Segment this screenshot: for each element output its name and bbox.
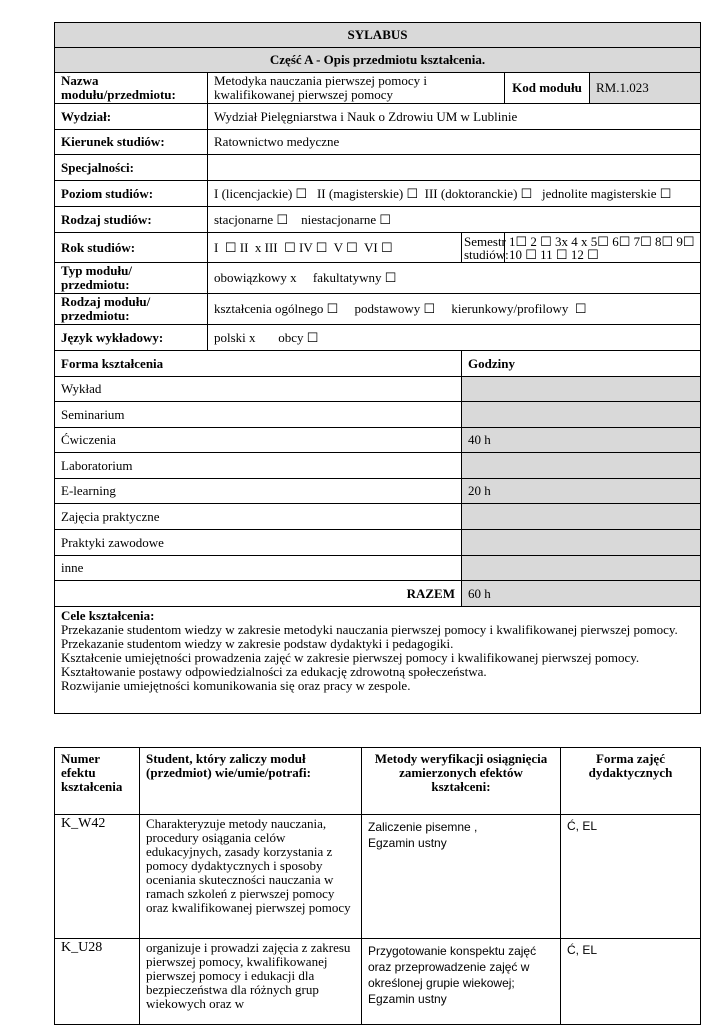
outcomes-header-desc: Student, który zaliczy moduł (przedmiot) wie/umie/potrafi: xyxy=(140,748,362,815)
module-type-label: Typ modułu/ przedmiotu: xyxy=(55,263,208,294)
form-row-hours xyxy=(462,453,701,479)
language-label: Język wykładowy: xyxy=(55,325,208,351)
outcome-form: Ć, EL xyxy=(561,815,701,939)
year-label: Rok studiów: xyxy=(55,233,208,263)
goal-item: Przekazanie studentom wiedzy w zakresie metodyki nauczania pierwszej pomocy i kwalifikowanej pierwszej pomocy. xyxy=(61,622,678,637)
specialization-label: Specjalności: xyxy=(55,155,208,181)
method-item: Zaliczenie pisemne , xyxy=(368,820,478,834)
forms-header-form: Forma kształcenia xyxy=(55,351,462,377)
goal-item: Kształcenie umiejętności prowadzenia zajęć w zakresie pierwszej pomocy i kwalifikowanej pierwszej pomocy. xyxy=(61,650,640,665)
form-row-hours xyxy=(462,530,701,556)
study-type-label: Rodzaj studiów: xyxy=(55,207,208,233)
semester-label: Semestr studiów: xyxy=(462,233,505,263)
form-row-name: inne xyxy=(55,556,462,581)
field-label: Kierunek studiów: xyxy=(55,130,208,155)
table-row xyxy=(55,939,701,1025)
study-type-value: stacjonarne ☐ niestacjonarne ☐ xyxy=(208,207,701,233)
outcome-id: K_U28 xyxy=(55,939,140,1025)
form-row-name: Laboratorium xyxy=(55,453,462,479)
goal-item: Przekazanie studentom wiedzy w zakresie podstaw dydaktyki i pedagogiki. xyxy=(61,636,454,651)
module-type-value: obowiązkowy x fakultatywny ☐ xyxy=(208,263,701,294)
year-value: I ☐ II x III ☐ IV ☐ V ☐ VI ☐ xyxy=(208,233,462,263)
total-value: 60 h xyxy=(462,581,701,607)
outcome-methods xyxy=(362,939,561,1025)
forms-header-hours: Godziny xyxy=(462,351,701,377)
form-row-name: Seminarium xyxy=(55,402,462,428)
faculty-label: Wydział: xyxy=(55,104,208,130)
form-row-name: Zajęcia praktyczne xyxy=(55,504,462,530)
syllabus-table xyxy=(54,22,701,714)
form-row-name: Praktyki zawodowe xyxy=(55,530,462,556)
form-row-hours xyxy=(462,377,701,402)
form-row-hours: 40 h xyxy=(462,428,701,453)
form-row-name: Ćwiczenia xyxy=(55,428,462,453)
level-label: Poziom studiów: xyxy=(55,181,208,207)
module-code-value: RM.1.023 xyxy=(590,73,701,104)
table-row xyxy=(55,815,701,939)
syllabus-title: SYLABUS xyxy=(55,23,701,48)
goals-title: Cele kształcenia: xyxy=(61,608,155,623)
method-item: Przygotowanie konspektu zajęć oraz przeprowadzenie zajęć w określonej grupie wiekowej; xyxy=(368,944,537,990)
outcome-desc: Charakteryzuje metody nauczania, procedury osiągania celów edukacyjnych, zasady korzystania z pomocy dydaktycznych i sposoby oceniania skuteczności nauczania w ramach szkoleń z pierwszej pomocy oraz kwalifikowanej pierwszej pomocy xyxy=(140,815,362,939)
module-name-label: Nazwa modułu/przedmiotu: xyxy=(55,73,208,104)
specialization-value xyxy=(208,155,701,181)
outcomes-header-id: Numer efektu kształcenia xyxy=(55,748,140,815)
form-row-hours: 20 h xyxy=(462,479,701,504)
goal-item: Rozwijanie umiejętności komunikowania się oraz pracy w zespole. xyxy=(61,678,411,693)
goal-item: Kształtowanie postawy odpowiedzialności za edukację zdrowotną społeczeństwa. xyxy=(61,664,487,679)
form-row-hours xyxy=(462,402,701,428)
faculty-value: Wydział Pielęgniarstwa i Nauk o Zdrowiu UM w Lublinie xyxy=(208,104,701,130)
outcome-form: Ć, EL xyxy=(561,939,701,1025)
method-item: Egzamin ustny xyxy=(368,992,447,1006)
module-code-label: Kod modułu xyxy=(505,73,590,104)
outcome-id: K_W42 xyxy=(55,815,140,939)
module-name-value: Metodyka nauczania pierwszej pomocy i kwalifikowanej pierwszej pomocy xyxy=(208,73,505,104)
form-row-name: Wykład xyxy=(55,377,462,402)
form-row-hours xyxy=(462,556,701,581)
language-value: polski x obcy ☐ xyxy=(208,325,701,351)
level-value: I (licencjackie) ☐ II (magisterskie) ☐ III (doktoranckie) ☐ jednolite magisterskie ☐ xyxy=(208,181,701,207)
form-row-hours xyxy=(462,504,701,530)
semester-value: 1☐ 2 ☐ 3x 4 x 5☐ 6☐ 7☐ 8☐ 9☐ 10 ☐ 11 ☐ 12 ☐ xyxy=(505,233,701,263)
outcome-desc: organizuje i prowadzi zajęcia z zakresu pierwszej pomocy, kwalifikowanej pierwszej pomocy i edukacji dla bezpieczeństwa dla różnych grup wiekowych oraz w xyxy=(140,939,362,1025)
field-value: Ratownictwo medyczne xyxy=(208,130,701,155)
module-kind-label: Rodzaj modułu/ przedmiotu: xyxy=(55,294,208,325)
module-kind-value: kształcenia ogólnego ☐ podstawowy ☐ kierunkowy/profilowy ☐ xyxy=(208,294,701,325)
form-row-name: E-learning xyxy=(55,479,462,504)
total-label: RAZEM xyxy=(55,581,462,607)
outcomes-header-methods: Metody weryfikacji osiągnięcia zamierzonych efektów kształceni: xyxy=(362,748,561,815)
outcomes-table xyxy=(54,747,701,1025)
goals-section xyxy=(55,607,701,714)
outcomes-header-form: Forma zajęć dydaktycznych xyxy=(561,748,701,815)
method-item: Egzamin ustny xyxy=(368,836,447,850)
outcome-methods xyxy=(362,815,561,939)
part-a-title: Część A - Opis przedmiotu kształcenia. xyxy=(55,48,701,73)
